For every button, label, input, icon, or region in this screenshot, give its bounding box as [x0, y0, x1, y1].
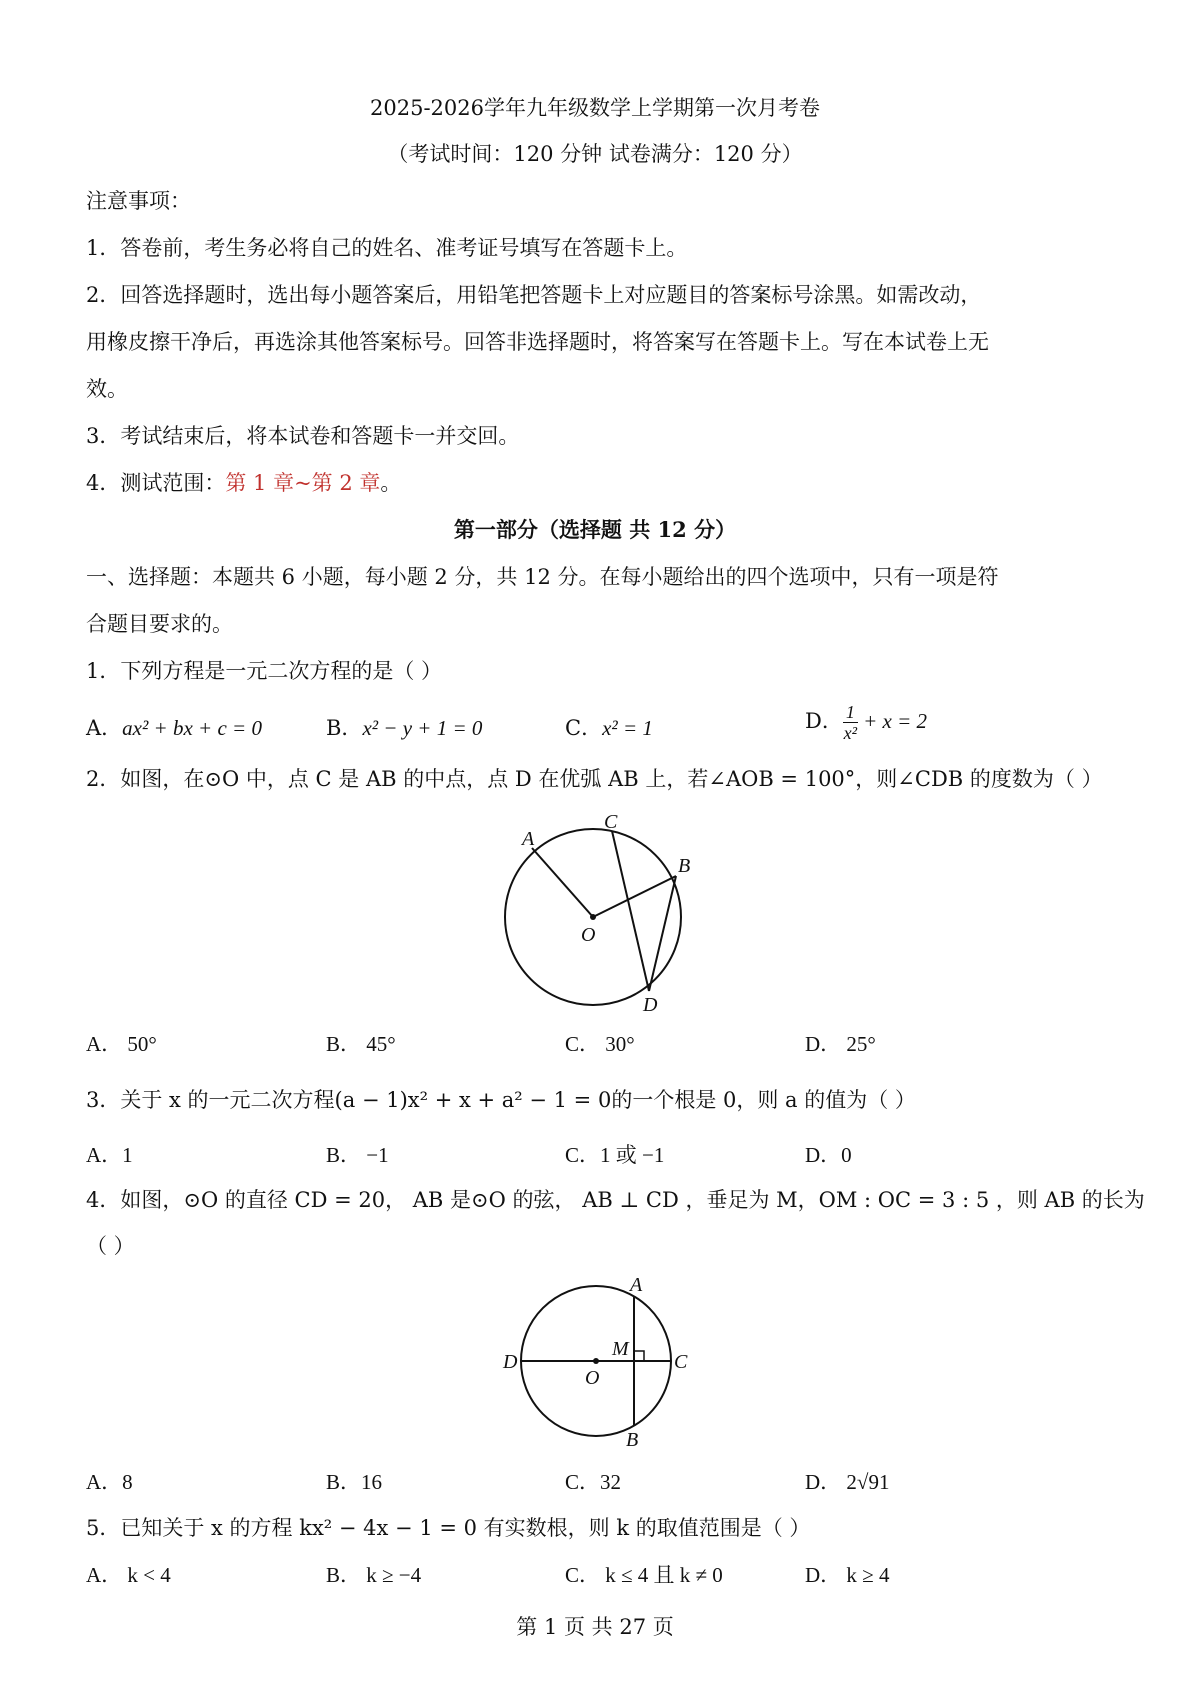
- question-4-option-c[interactable]: C．32: [565, 1470, 622, 1494]
- option-label: C．: [565, 716, 603, 740]
- exam-info: （考试时间：120 分钟 试卷满分：120 分）: [387, 142, 803, 166]
- question-3-option-c[interactable]: C．1 或 −1: [565, 1143, 665, 1167]
- note-item-2-line-2: 用橡皮擦干净后，再选涂其他答案标号。回答非选择题时，将答案写在答题卡上。写在本试卷上无: [86, 330, 989, 354]
- segment-cd: [612, 831, 649, 991]
- test-range: 第 1 章~第 2 章: [225, 471, 381, 495]
- question-4-stem: 4．如图，⊙O 的直径 CD = 20， AB 是⊙O 的弦， AB ⊥ CD ，垂足为 M，OM : OC = 3 : 5 ，则 AB 的长为: [86, 1188, 1145, 1212]
- note-item-2-line-3: 效。: [86, 377, 128, 401]
- question-5-option-c[interactable]: C． k ≤ 4 且 k ≠ 0: [565, 1563, 723, 1587]
- label-o: O: [581, 924, 596, 946]
- option-label: D．: [805, 709, 843, 733]
- note-item-2-line-1: 2．回答选择题时，选出每小题答案后，用铅笔把答题卡上对应题目的答案标号涂黑。如需改动，: [86, 283, 982, 307]
- label-c: C: [604, 811, 618, 833]
- question-2-option-b[interactable]: B． 45°: [326, 1032, 396, 1056]
- question-3-option-d[interactable]: D．0: [805, 1143, 852, 1167]
- note-item-4-suffix: 。: [380, 471, 402, 495]
- option-label: B．: [326, 716, 363, 740]
- question-1-option-b[interactable]: [326, 713, 482, 743]
- note-item-4-prefix: 4．测试范围：: [86, 471, 226, 495]
- option-math: ax² + bx + c = 0: [122, 716, 262, 740]
- label-d: D: [503, 1351, 518, 1373]
- label-c: C: [674, 1351, 688, 1373]
- note-item-4: [86, 468, 401, 498]
- option-math: x² − y + 1 = 0: [362, 716, 483, 740]
- right-angle-mark: [634, 1351, 644, 1361]
- question-4-option-b[interactable]: B．16: [326, 1470, 383, 1494]
- segment-ob: [593, 876, 676, 917]
- segment-bd: [649, 876, 676, 991]
- center-point: [593, 1358, 599, 1364]
- label-b: B: [678, 855, 691, 877]
- question-4-figure: [500, 1270, 700, 1450]
- section-intro-line-1: 一、选择题：本题共 6 小题，每小题 2 分，共 12 分。在每小题给出的四个选项中，只有一项是符: [86, 565, 999, 589]
- question-1-option-a[interactable]: [86, 713, 262, 743]
- page-title: 2025-2026学年九年级数学上学期第一次月考卷: [370, 96, 820, 120]
- question-3-stem: 3．关于 x 的一元二次方程(a − 1)x² + x + a² − 1 = 0的一个根是 0，则 a 的值为（ ）: [86, 1088, 916, 1112]
- question-1-option-c[interactable]: [565, 713, 653, 743]
- option-math: + x = 2: [857, 709, 928, 733]
- question-3-option-b[interactable]: B． −1: [326, 1143, 389, 1167]
- question-2-stem: 2．如图，在⊙O 中，点 C 是 AB 的中点，点 D 在优弧 AB 上，若∠AOB = 100°，则∠CDB 的度数为（ ）: [86, 767, 1103, 791]
- notes-heading: 注意事项：: [86, 189, 191, 213]
- label-d: D: [643, 994, 658, 1015]
- label-o: O: [585, 1367, 600, 1389]
- question-2-option-c[interactable]: C． 30°: [565, 1032, 635, 1056]
- label-a: A: [630, 1274, 643, 1296]
- segment-oa: [532, 848, 593, 917]
- section-intro-line-2: 合题目要求的。: [86, 612, 233, 636]
- question-5-option-d[interactable]: D． k ≥ 4: [805, 1563, 890, 1587]
- center-point: [590, 914, 596, 920]
- question-4-answer-paren: （ ）: [86, 1234, 135, 1258]
- note-item-1: 1．答卷前，考生务必将自己的姓名、准考证号填写在答题卡上。: [86, 236, 688, 260]
- option-math: x² = 1: [602, 716, 653, 740]
- question-4-option-a[interactable]: A．8: [86, 1470, 133, 1494]
- question-2-option-a[interactable]: A． 50°: [86, 1032, 157, 1056]
- question-2-figure: [490, 810, 710, 1015]
- fraction: $\frac{1}{\text{x²}}$: [843, 702, 858, 743]
- label-a: A: [522, 828, 535, 850]
- question-5-option-b[interactable]: B． k ≥ −4: [326, 1563, 422, 1587]
- label-m: M: [612, 1338, 629, 1360]
- section-title: 第一部分（选择题 共 12 分）: [453, 517, 737, 542]
- question-5-stem: 5．已知关于 x 的方程 kx² − 4x − 1 = 0 有实数根，则 k 的取值范围是（ ）: [86, 1516, 811, 1540]
- label-b: B: [626, 1429, 639, 1450]
- question-4-option-d[interactable]: D． 2√91: [805, 1470, 890, 1494]
- question-1-option-d[interactable]: [805, 702, 927, 743]
- question-3-option-a[interactable]: A．1: [86, 1143, 133, 1167]
- option-label: A．: [86, 716, 123, 740]
- note-item-3: 3．考试结束后，将本试卷和答题卡一并交回。: [86, 424, 520, 448]
- question-1-stem: 1．下列方程是一元二次方程的是（ ）: [86, 659, 443, 683]
- page-number: 第 1 页 共 27 页: [516, 1615, 674, 1639]
- question-5-option-a[interactable]: A． k < 4: [86, 1563, 171, 1587]
- question-2-option-d[interactable]: D． 25°: [805, 1032, 876, 1056]
